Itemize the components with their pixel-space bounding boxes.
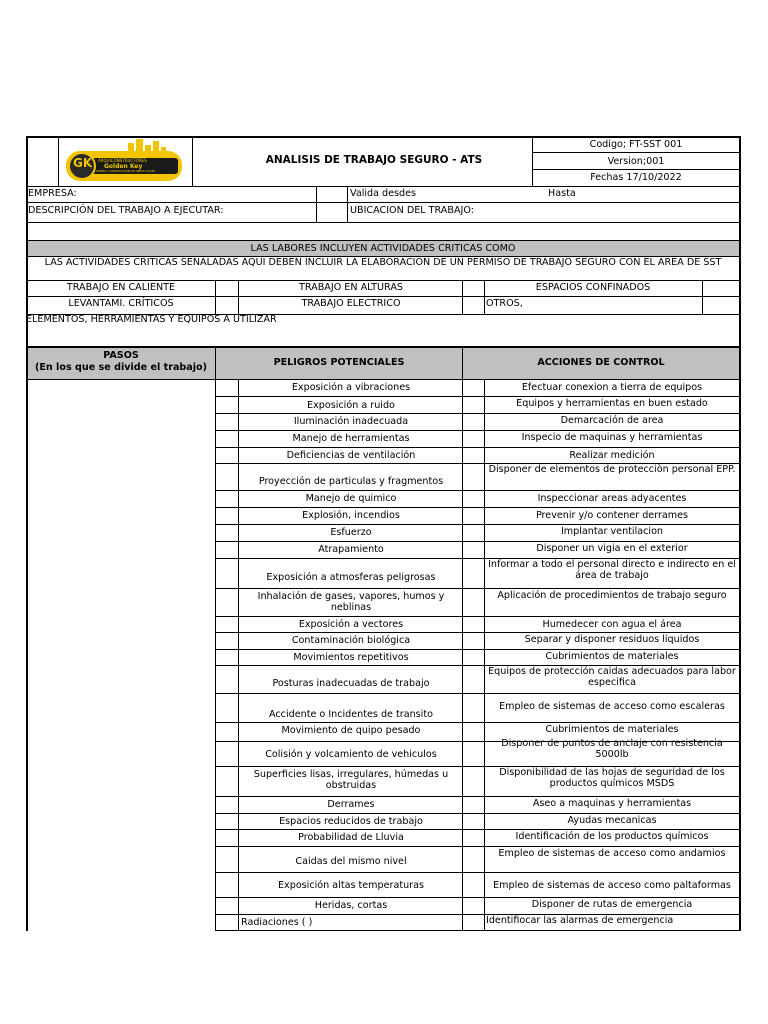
page-title: ANALISIS DE TRABAJO SEGURO - ATS (265, 154, 483, 166)
critica-trabajo-alturas: TRABAJO EN ALTURAS (299, 282, 403, 293)
accion-item: Prevenir y/o contener derrames (535, 510, 689, 521)
peligro-item: Exposición altas temperaturas (277, 880, 425, 891)
peligro-item: Inhalación de gases, vapores, humos y neblinas (257, 591, 445, 613)
peligro-item: Accidente o Incidentes de transito (269, 709, 433, 720)
accion-item: Disponer de puntos de anclaje con resistencia 5000lb (501, 738, 723, 760)
accion-item: Empleo de sistemas de acceso como paltaformas (493, 880, 731, 891)
critica-otros: OTROS, (486, 298, 523, 309)
critica-trabajo-electrico: TRABAJO ELECTRICO (301, 298, 401, 309)
pasos-header: PASOS (103, 350, 139, 361)
peligro-item: Caidas del mismo nivel (295, 856, 407, 867)
peligro-item: Heridas, cortas (314, 900, 388, 911)
peligro-item: Probabilidad de Lluvia (298, 832, 404, 843)
accion-item: Empleo de sistemas de acceso como andamios (498, 848, 726, 859)
peligro-item: Explosión, incendios (302, 510, 400, 521)
accion-item: Cubrimientos de materiales (545, 724, 679, 735)
logo-tagline: DISEÑO Y CONSTRUCCION DE OBRAS CIVILES (96, 170, 156, 173)
accion-item: Aplicación de procedimientos de trabajo seguro (497, 590, 727, 601)
peligro-item: Esfuerzo (330, 527, 372, 538)
peligro-item: Exposición a vibraciones (291, 382, 411, 393)
accion-item: Implantar ventilacion (560, 526, 664, 537)
ubicacion-label: UBICACION DEL TRABAJO: (350, 205, 474, 216)
accion-item: Inspeccionar areas adyacentes (537, 493, 687, 504)
accion-item: Empleo de sistemas de acceso como escaleras (499, 701, 725, 712)
peligro-item: Exposición a atmosferas peligrosas (266, 572, 436, 583)
accion-item: Cubrimientos de materiales (545, 651, 679, 662)
logo-line2: Golden Key (104, 163, 143, 170)
document-version: Version;001 (607, 156, 665, 167)
accion-item: Disponibilidad de las hojas de seguridad de los productos químicos MSDS (499, 767, 725, 789)
accion-item: Disponer de rutas de emergencia (531, 899, 693, 910)
accion-item: Demarcación de area (560, 415, 664, 426)
logo-line1: ARQUICONSTRUCTORES (98, 158, 147, 163)
critica-trabajo-caliente: TRABAJO EN CALIENTE (66, 282, 176, 293)
critica-levantamientos: LEVANTAMI. CRÍTICOS (68, 298, 174, 309)
peligro-item: Proyección de particulas y fragmentos (258, 476, 444, 487)
accion-item: Inspecio de maquinas y herramientas (521, 432, 703, 443)
accion-item: Informar a todo el personal directo e indirecto en el área de trabajo (488, 559, 736, 581)
peligro-item: Movimiento de quipo pesado (281, 725, 421, 736)
document-code: Codigo; FT-SST 001 (589, 139, 683, 150)
accion-item: Separar y disponer residuos liquidos (524, 634, 700, 645)
peligro-item: Espacios reducidos de trabajo (279, 816, 423, 827)
peligro-item: Movimientos repetitivos (293, 652, 409, 663)
logo-monogram: GK (73, 156, 93, 170)
peligro-item: Derrames (327, 799, 375, 810)
peligro-item: Deficiencias de ventilación (286, 450, 416, 461)
elementos-label: ELEMENTOS, HERRAMIENTAS Y EQUIPOS A UTILIZAR (26, 314, 277, 325)
peligro-item: Colisión y volcamiento de vehiculos (265, 749, 437, 760)
accion-item: Disponer de elementos de protecciòn personal EPP. (488, 464, 736, 475)
accion-item: Identifiocar las alarmas de emergencia (486, 915, 674, 926)
criticas-note: LAS ACTIVIDADES CRITICAS SENALADAS AQUI DEBEN INCLUIR LA ELABORACION DE UN PERMISO DE TRABAJO SEGURO CON EL AREA DE SST (44, 257, 722, 268)
empresa-label: EMPRESA: (28, 188, 77, 199)
accion-item: Aseo a maquinas y herramientas (532, 798, 692, 809)
accion-item: Identificación de los productos químicos (515, 831, 709, 842)
company-logo (60, 137, 192, 187)
descripcion-label: DESCRIPCIÓN DEL TRABAJO A EJECUTAR: (28, 205, 224, 216)
peligro-item: Manejo de herramientas (292, 433, 410, 444)
criticas-heading: LAS LABORES INCLUYEN ACTIVIDADES CRITICAS COMO (250, 243, 516, 254)
document-date: Fechas 17/10/2022 (590, 172, 682, 183)
peligro-item: Superficies lisas, irregulares, húmedas u obstruidas (253, 769, 449, 791)
accion-item: Equipos y herramientas en buen estado (516, 398, 708, 409)
peligros-header: PELIGROS POTENCIALES (273, 357, 405, 368)
accion-item: Ayudas mecanicas (567, 815, 657, 826)
accion-item: Humedecer con agua el área (542, 619, 682, 630)
critica-espacios-confinados: ESPACIOS CONFINADOS (535, 282, 651, 293)
accion-item: Realizar medición (569, 450, 655, 461)
hasta-label: Hasta (548, 188, 576, 199)
pasos-subheader: (En los que se divide el trabajo) (34, 362, 208, 373)
peligro-item: Radiaciones ( ) (241, 917, 313, 928)
peligro-item: Atrapamiento (318, 544, 384, 555)
peligro-item: Contaminación biológica (291, 635, 411, 646)
accion-item: Efectuar conexion a tierra de equipos (521, 382, 703, 393)
valida-desde-label: Valida desdes (350, 188, 417, 199)
peligro-item: Iluminación inadecuada (293, 416, 409, 427)
acciones-header: ACCIONES DE CONTROL (537, 357, 665, 368)
peligro-item: Manejo de quimico (305, 493, 397, 504)
accion-item: Equipos de protección caidas adecuados para labor especifica (488, 666, 736, 688)
accion-item: Disponer un vigia en el exterior (536, 543, 688, 554)
peligro-item: Exposición a vectores (298, 619, 404, 630)
peligro-item: Posturas inadecuadas de trabajo (272, 678, 430, 689)
peligro-item: Exposición a ruido (307, 400, 395, 411)
